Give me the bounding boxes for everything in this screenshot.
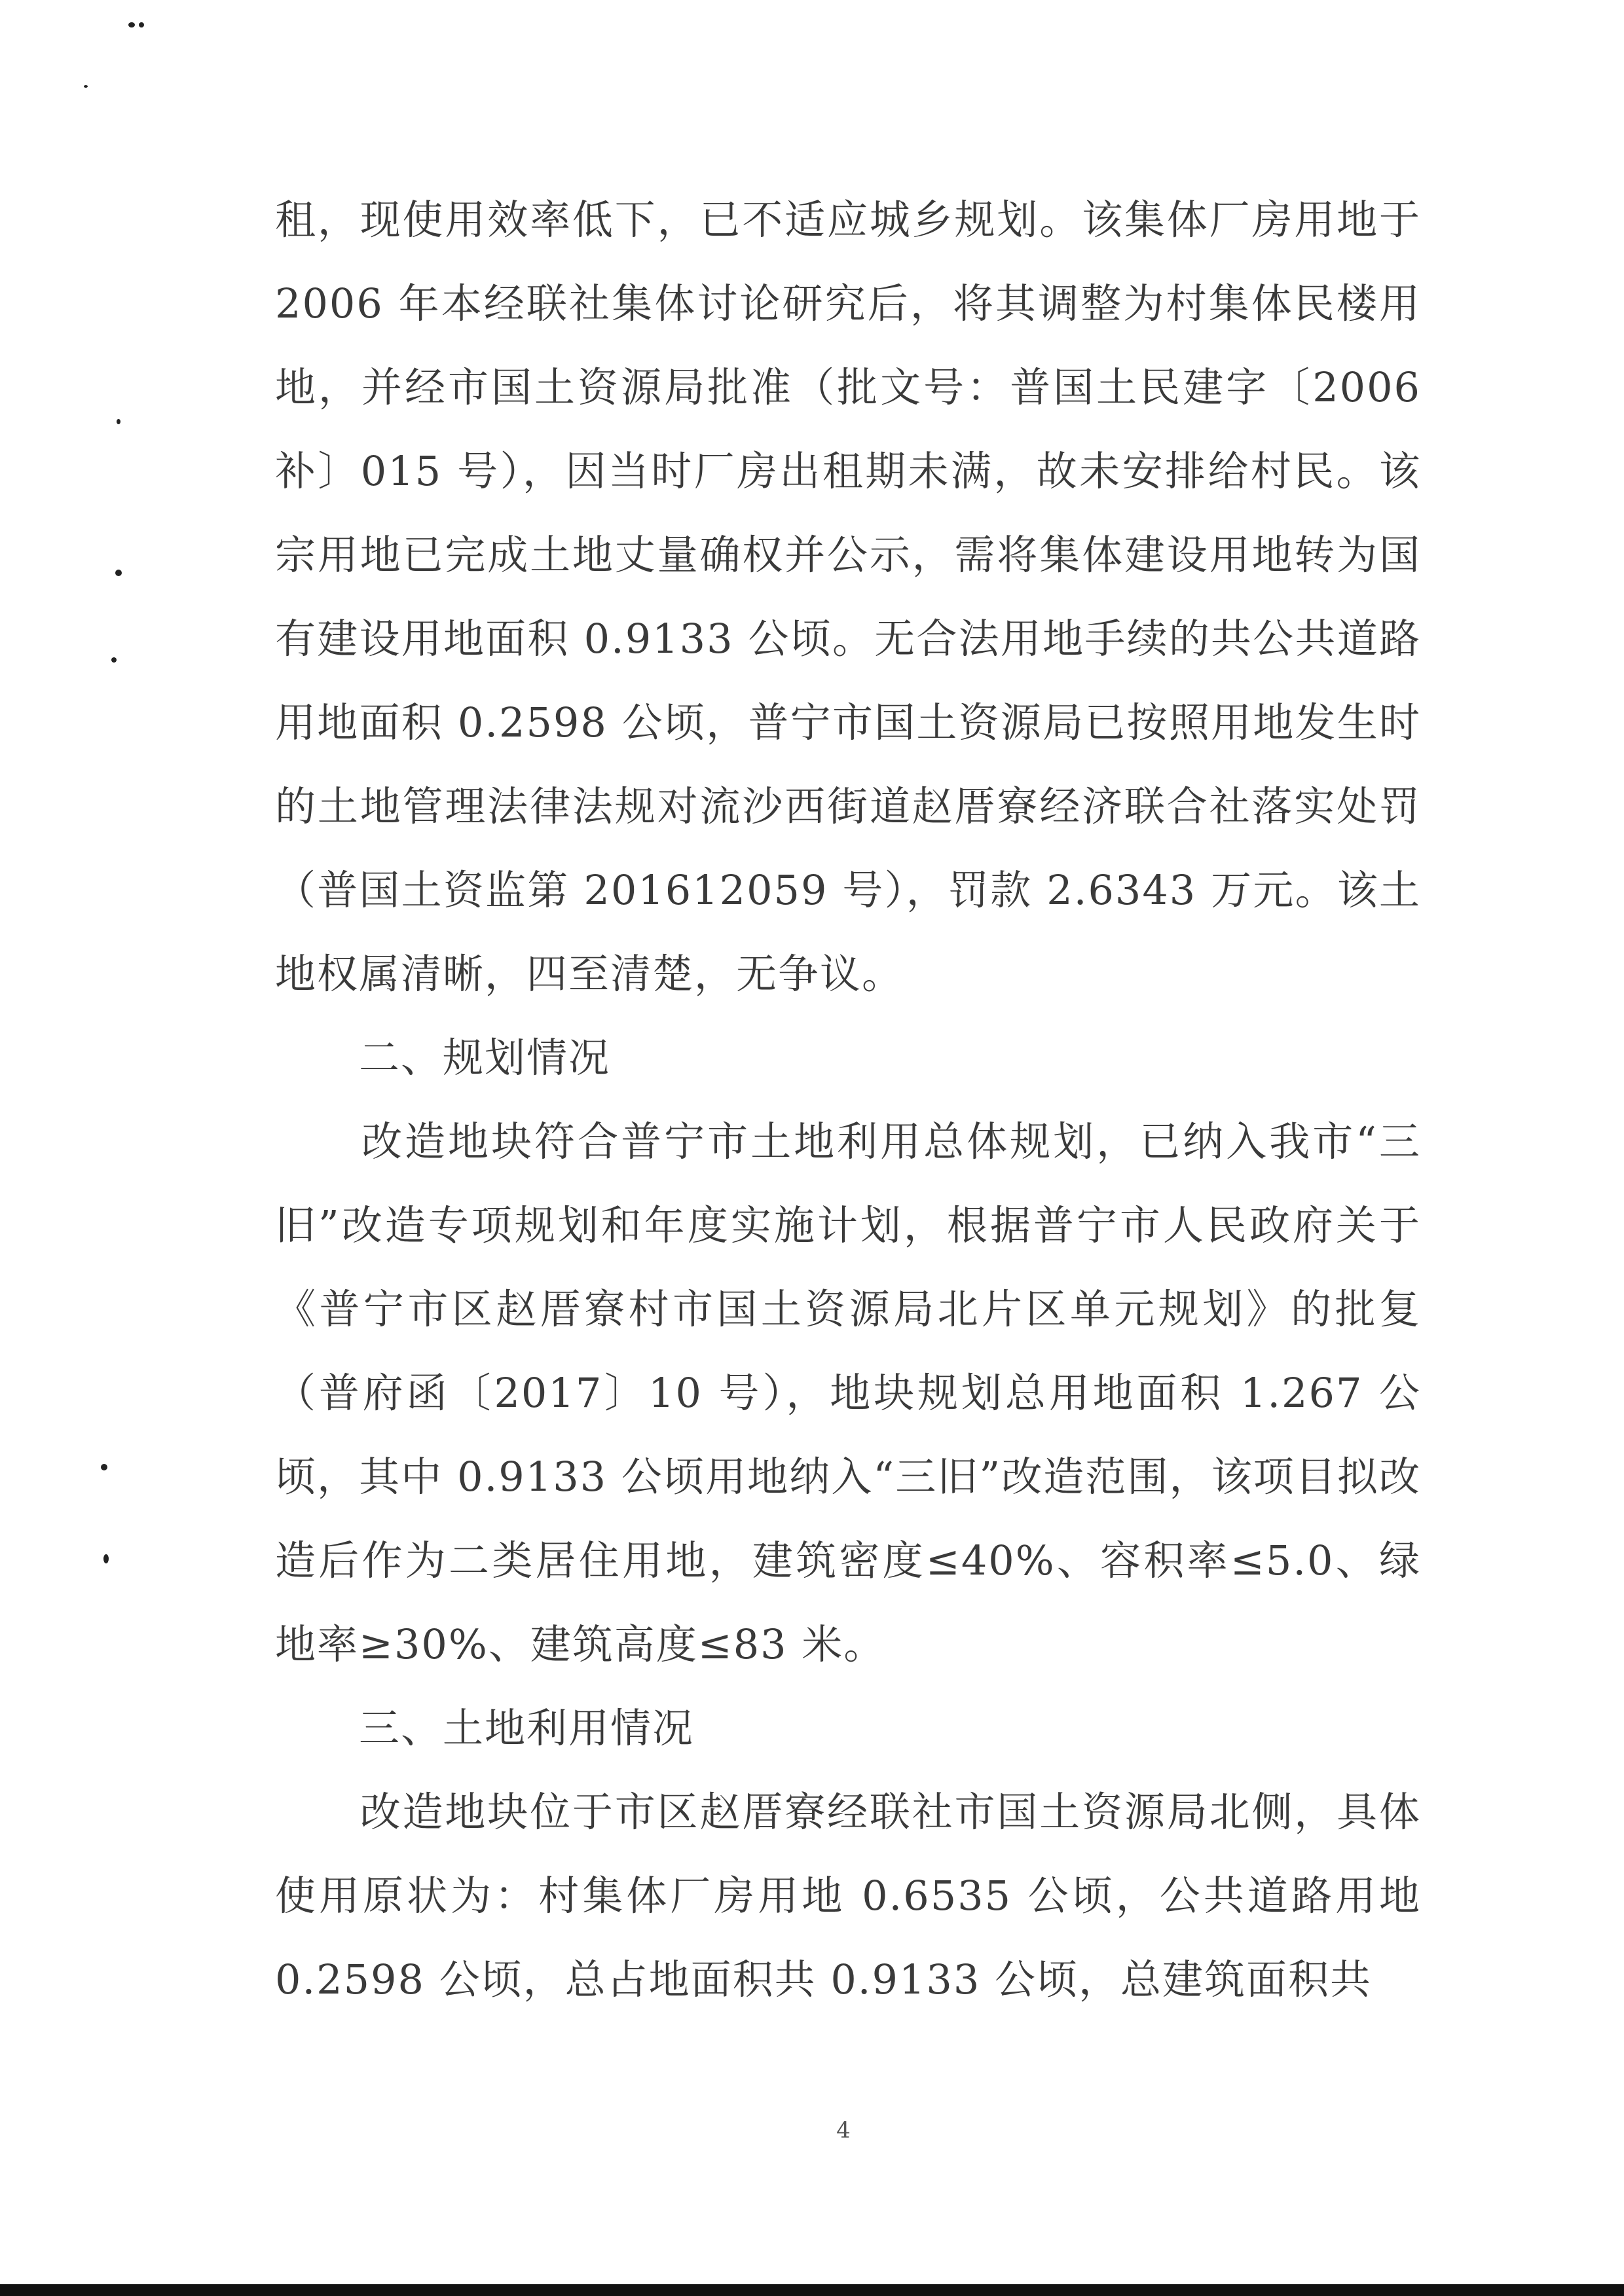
paragraph-land-ownership: 租，现使用效率低下，已不适应城乡规划。该集体厂房用地于 2006 年本经联社集体讨论研究后，将其调整为村集体民楼用地，并经市国土资源局批准（批文号：普国土民建字〔2006补〕015 号），因当时厂房出租期未满，故未安排给村民。该宗用地已完成土地丈量确权并公示，需将集体建设用地转为国有建设用地面积 0.9133 公顷。无合法用地手续的共公共道路用地面积 0.2598 公顷，普宁市国土资源局已按照用地发生时的土地管理法律法规对流沙西街道赵厝寮经济联合社落实处罚（普国土资监第 201612059 号），罚款 2.6343 万元。该土地权属清晰，四至清楚，无争议。 [275, 196, 1435, 998]
scan-speck [128, 22, 135, 27]
scan-speck [139, 22, 144, 27]
body-text [275, 178, 1435, 2022]
scan-speck [117, 419, 120, 424]
section-heading-planning: 二、规划情况 [275, 1034, 611, 1082]
scan-bottom-edge [0, 2284, 1624, 2296]
paragraph-planning: 改造地块符合普宁市土地利用总体规划，已纳入我市“三旧”改造专项规划和年度实施计划，根据普宁市人民政府关于《普宁市区赵厝寮村市国土资源局北片区单元规划》的批复（普府函〔2017〕10 号），地块规划总用地面积 1.267 公顷，其中 0.9133 公顷用地纳入“三旧”改造范围，该项目拟改造后作为二类居住用地，建筑密度≤40%、容积率≤5.0、绿地率≥30%、建筑高度≤83 米。 [275, 1118, 1421, 1668]
section-heading-land-use: 三、土地利用情况 [275, 1704, 695, 1752]
scan-speck [111, 657, 117, 663]
paragraph-land-use: 改造地块位于市区赵厝寮经联社市国土资源局北侧，具体使用原状为：村集体厂房用地 0.6535 公顷，公共道路用地 0.2598 公顷，总占地面积共 0.9133 公顷，总建筑面积共 [275, 1788, 1435, 2003]
scan-speck [103, 1554, 109, 1563]
scan-speck [115, 570, 122, 576]
scan-speck [101, 1464, 107, 1470]
scan-speck [84, 85, 88, 88]
page-number: 4 [836, 2117, 851, 2143]
